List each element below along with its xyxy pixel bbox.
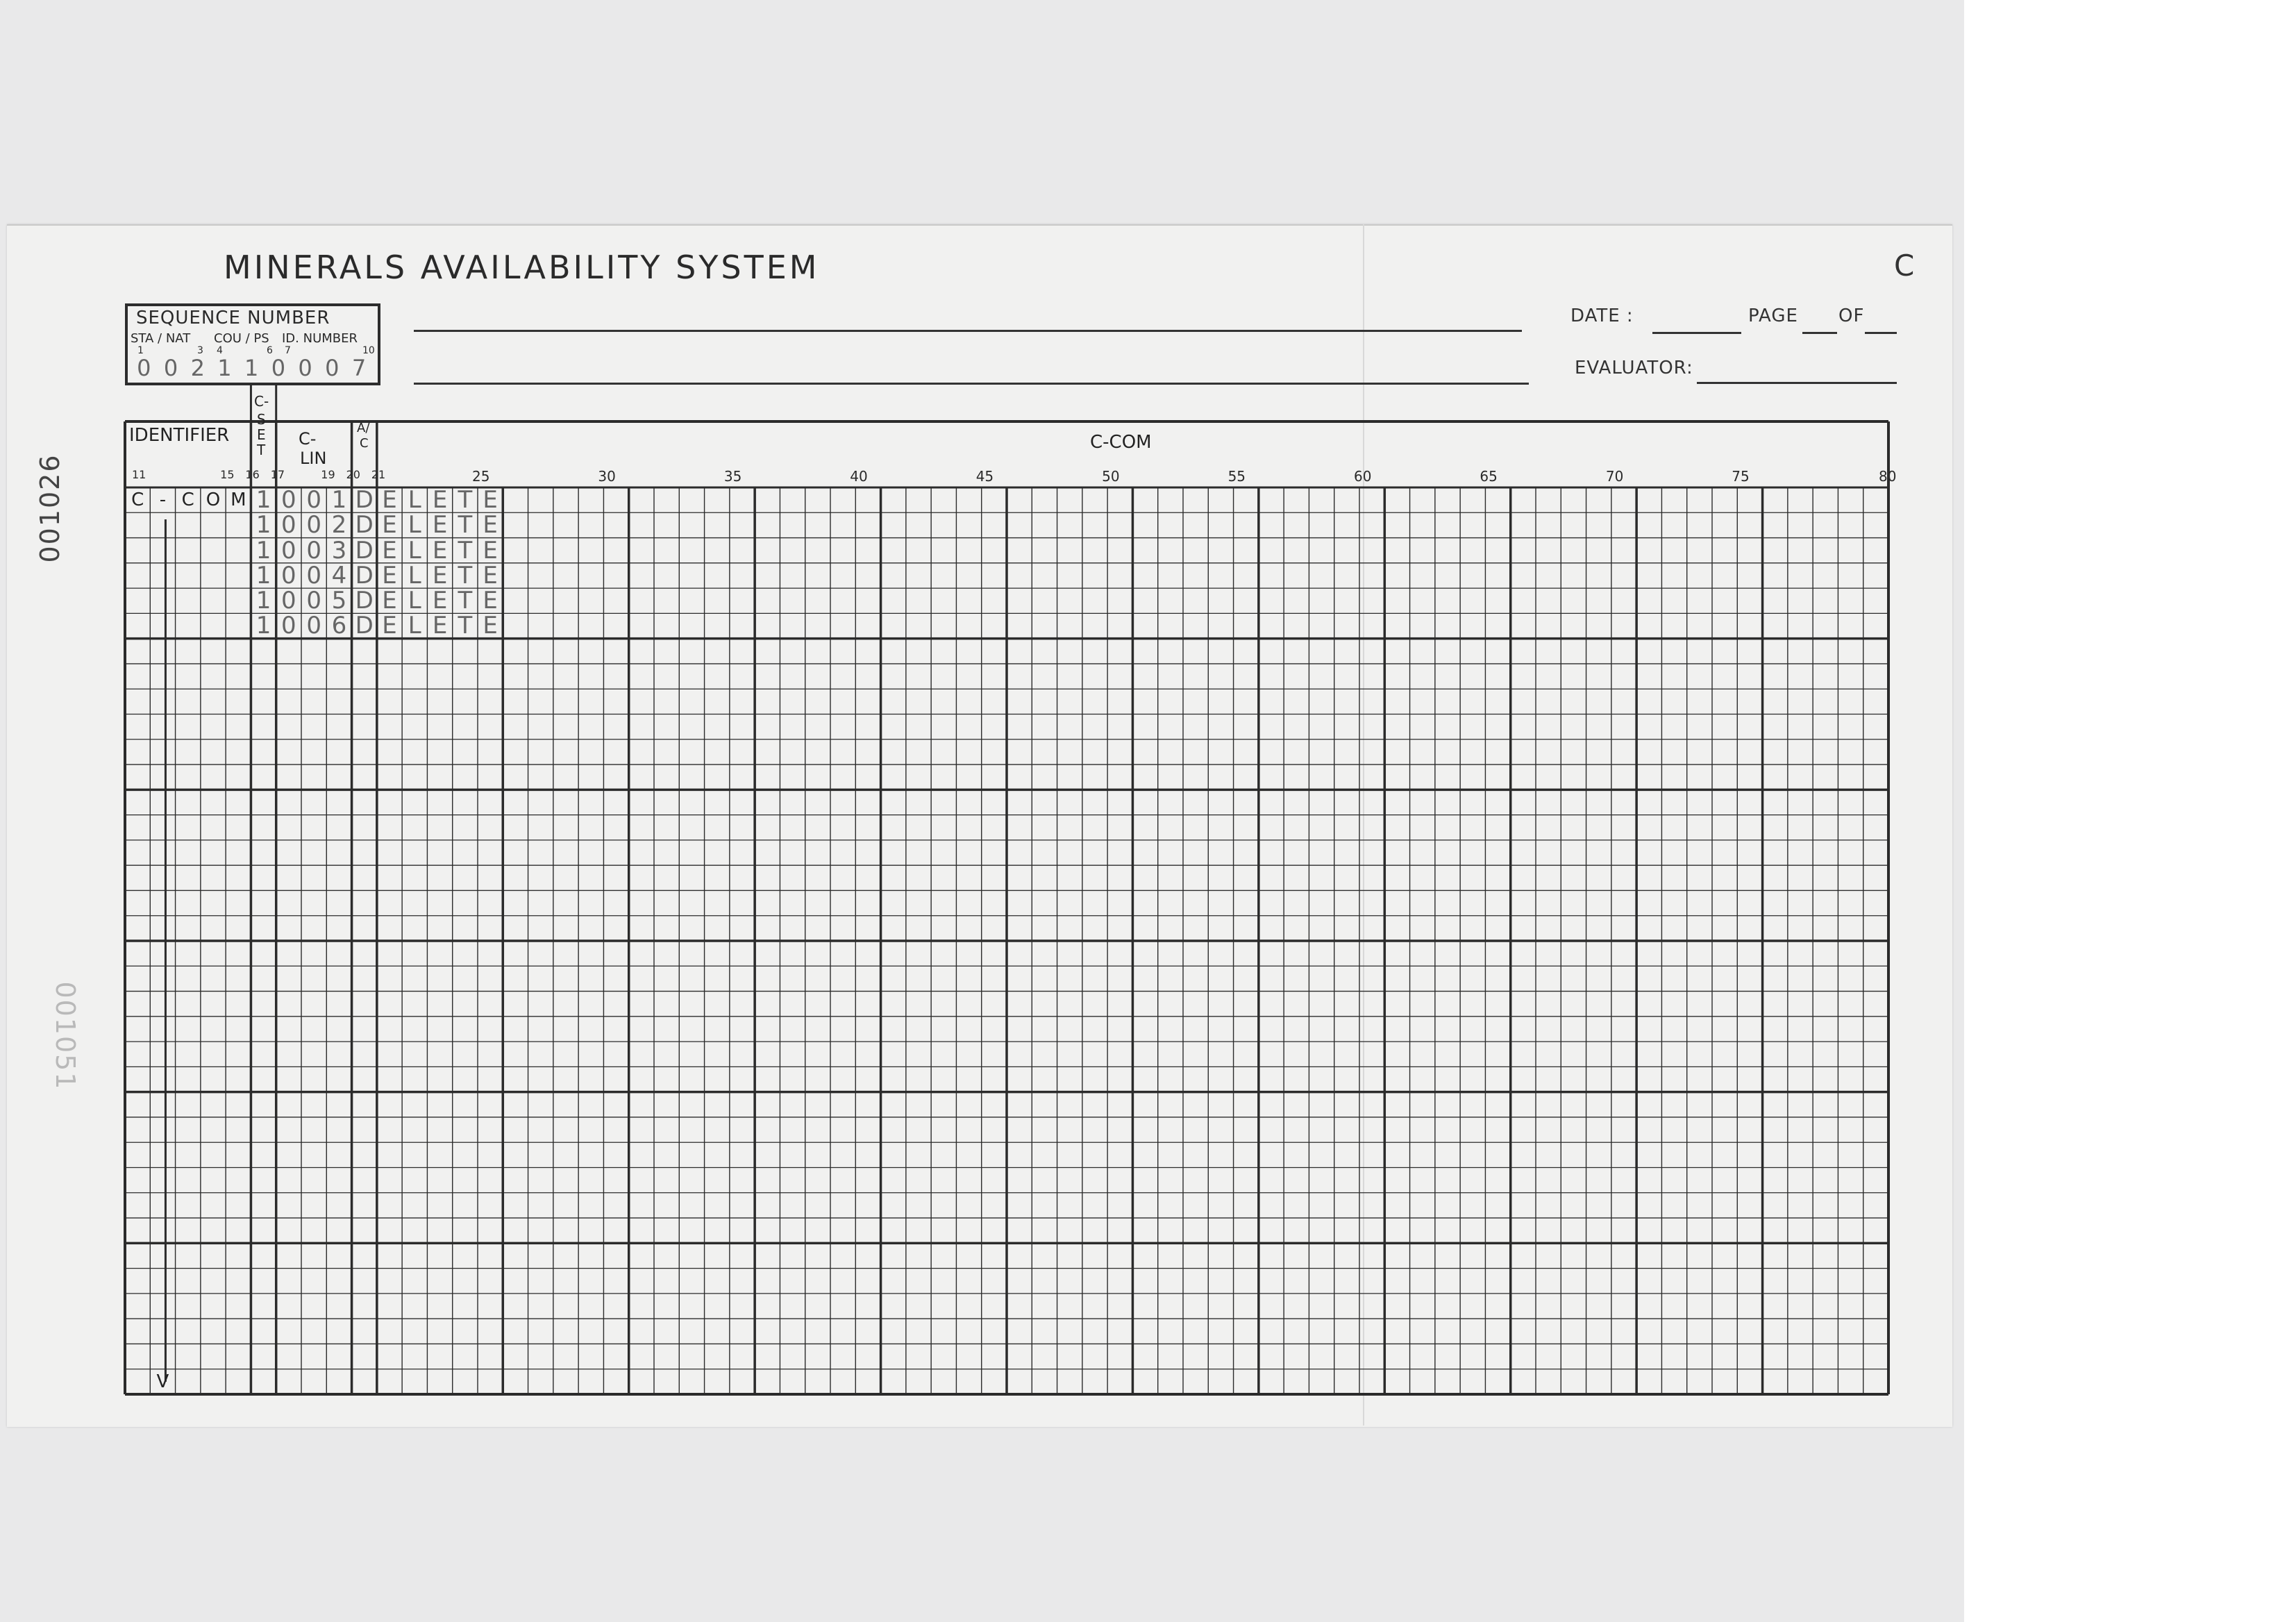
sequence-col-10: 10 [362,345,375,356]
column-number-16: 16 [245,468,260,481]
ac-value: D [355,536,374,565]
ccom-char: E [432,587,448,615]
clin-header-line2: LIN [300,449,327,468]
of-label: OF [1838,306,1865,326]
clin-value: 5 [331,587,347,615]
ccom-char: E [432,486,448,514]
ccom-char: L [408,486,421,514]
identifier-char: O [206,490,221,510]
identifier-char: C [131,490,144,510]
ccom-char: L [408,511,421,540]
clin-value: 0 [306,612,321,640]
sequence-col-4: 4 [217,345,223,356]
ccom-char: T [458,486,473,514]
cset-header-line3: E [257,426,266,443]
column-number-20: 20 [346,468,360,481]
ccom-char: E [432,511,448,540]
sequence-digit: 0 [298,355,312,381]
column-number-40: 40 [850,468,868,485]
ccom-char: E [432,536,448,565]
clin-value: 3 [331,536,347,565]
ac-value: D [355,486,374,514]
sequence-digit: 0 [163,355,178,381]
clin-value: 0 [281,612,296,640]
clin-value: 4 [331,561,347,590]
ccom-char: E [483,511,498,540]
cset-value: 1 [255,561,271,590]
cset-header-line1: C- [254,393,269,410]
ac-value: D [355,561,374,590]
sequence-sub-label-id: ID. NUMBER [282,331,358,346]
ccom-char: T [458,587,473,615]
column-number-35: 35 [723,468,742,485]
column-number-70: 70 [1605,468,1624,485]
column-number-50: 50 [1102,468,1120,485]
sequence-number-title: SEQUENCE NUMBER [136,308,330,328]
identifier-char: C [181,490,194,510]
ac-value: D [355,612,374,640]
ccom-char: L [408,561,421,590]
ac-header-line1: A/ [357,421,370,435]
clin-value: 0 [306,486,321,514]
evaluator-label: EVALUATOR: [1575,358,1693,378]
ccom-char: T [458,561,473,590]
clin-value: 0 [281,561,296,590]
ccom-char: E [382,486,397,514]
ccom-char: E [382,587,397,615]
clin-value: 0 [306,511,321,540]
column-number-19: 19 [321,468,335,481]
cset-value: 1 [255,587,271,615]
cset-value: 1 [255,536,271,565]
cset-value: 1 [255,612,271,640]
sequence-col-6: 6 [267,345,273,356]
clin-value: 0 [306,587,321,615]
ccom-char: T [458,511,473,540]
ccom-char: E [432,612,448,640]
date-label: DATE : [1570,306,1634,326]
sequence-col-7: 7 [285,345,291,356]
page-label: PAGE [1748,306,1798,326]
ccom-char: L [408,536,421,565]
sequence-digit: 7 [351,355,367,381]
form-corner-letter: C [1894,249,1915,283]
clin-value: 6 [331,612,347,640]
clin-value: 0 [306,561,321,590]
ccom-char: L [408,612,421,640]
ccom-char: E [382,612,397,640]
column-number-15: 15 [220,468,235,481]
cset-header-line2: S [257,411,266,428]
ccom-char: E [432,561,448,590]
ccom-char: T [458,612,473,640]
clin-value: 2 [331,511,347,540]
ccom-char: E [483,561,498,590]
form-title: MINERALS AVAILABILITY SYSTEM [224,249,820,286]
sequence-col-1: 1 [137,345,144,356]
side-stamp-faded: 001051 [50,981,81,1091]
sequence-digit: 1 [217,355,232,381]
sequence-sub-label-cou: COU / PS [214,331,269,346]
clin-value: 0 [281,536,296,565]
cset-value: 1 [255,486,271,514]
column-number-60: 60 [1354,468,1372,485]
column-number-11: 11 [132,468,146,481]
column-number-25: 25 [472,468,490,485]
column-number-21: 21 [371,468,386,481]
ccom-char: E [382,561,397,590]
column-number-65: 65 [1480,468,1498,485]
column-number-55: 55 [1227,468,1246,485]
clin-header-line1: C- [299,429,317,449]
ccom-char: E [382,511,397,540]
identifier-header: IDENTIFIER [129,425,230,446]
identifier-char: - [159,490,167,510]
sequence-digit: 1 [244,355,259,381]
ac-value: D [355,587,374,615]
ccom-char: L [408,587,421,615]
identifier-char: M [231,490,246,510]
column-number-80: 80 [1879,468,1897,485]
ccom-char: T [458,536,473,565]
clin-value: 1 [331,486,347,514]
sequence-digit: 0 [325,355,340,381]
cset-value: 1 [255,511,271,540]
ccom-header: C-COM [1090,432,1152,453]
ccom-char: E [483,486,498,514]
sequence-digit: 0 [137,355,151,381]
ccom-char: E [382,536,397,565]
sequence-digit: 0 [271,355,286,381]
identifier-arrow-head: V [156,1371,169,1392]
clin-value: 0 [306,536,321,565]
ac-header-line2: C [360,436,369,451]
clin-value: 0 [281,511,296,540]
ccom-char: E [483,587,498,615]
ac-value: D [355,511,374,540]
sequence-digit: 2 [190,355,205,381]
clin-value: 0 [281,587,296,615]
column-number-75: 75 [1732,468,1750,485]
column-number-45: 45 [975,468,994,485]
ccom-char: E [483,612,498,640]
column-number-17: 17 [270,468,285,481]
column-number-30: 30 [598,468,616,485]
clin-value: 0 [281,486,296,514]
sequence-sub-label-sta: STA / NAT [131,331,191,346]
cset-header-line4: T [257,442,266,458]
ccom-char: E [483,536,498,565]
side-stamp-primary: 001026 [35,453,65,563]
sequence-col-3: 3 [197,345,203,356]
